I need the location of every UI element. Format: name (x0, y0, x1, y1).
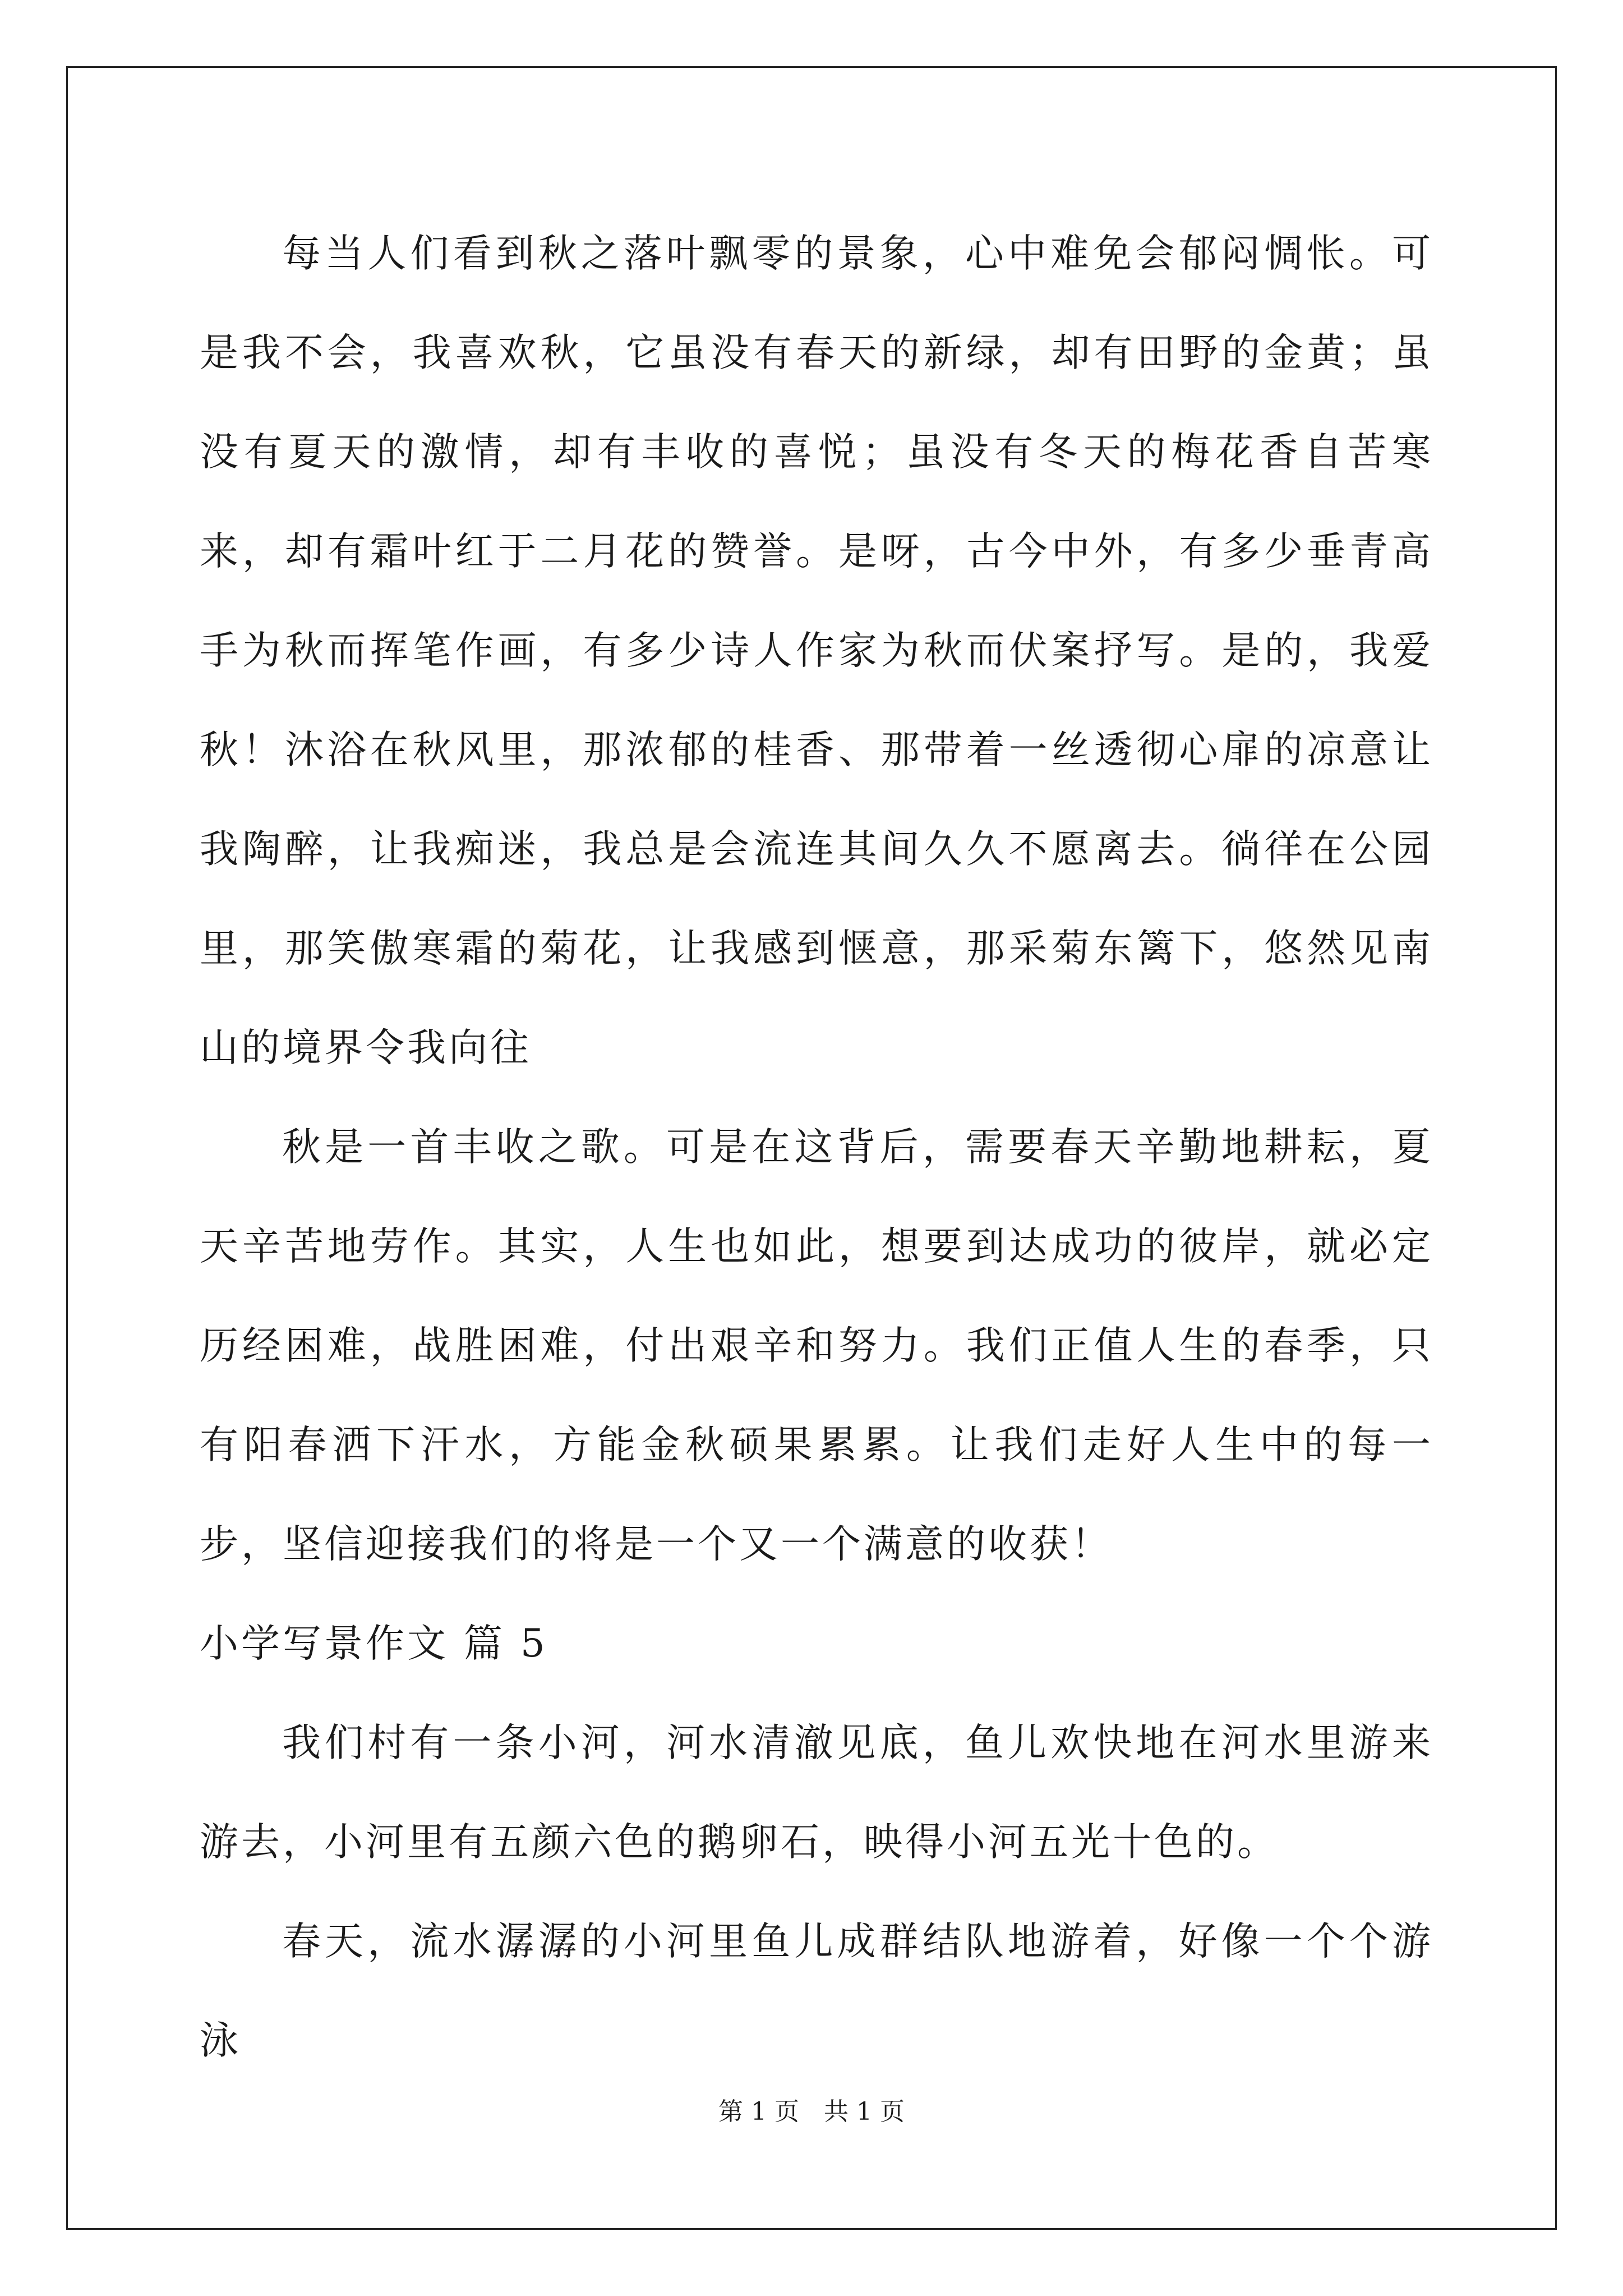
section-paragraph-1: 我们村有一条小河，河水清澈见底，鱼儿欢快地在河水里游来游去，小河里有五颜六色的鹅卵石，映得小河五光十色的。 (200, 1720, 1433, 1865)
paragraph-1: 每当人们看到秋之落叶飘零的景象，心中难免会郁闷惆怅。可是我不会，我喜欢秋，它虽没有春天的新绿，却有田野的金黄；虽没有夏天的激情，却有丰收的喜悦；虽没有冬天的梅花香自苦寒来，却有霜叶红于二月花的赞誉。是呀，古今中外，有多少垂青高手为秋而挥笔作画，有多少诗人作家为秋而伏案抒写。是的，我爱秋！沐浴在秋风里，那浓郁的桂香、那带着一丝透彻心扉的凉意让我陶醉，让我痴迷，我总是会流连其间久久不愿离去。徜徉在公园里，那笑傲寒霜的菊花，让我感到惬意，那采菊东篱下，悠然见南山的境界令我向往 (200, 231, 1433, 1070)
document-body (200, 204, 1433, 2091)
page-number: 第 1 页 共 1 页 (718, 2097, 905, 2126)
section-heading: 小学写景作文 篇 5 (200, 1621, 548, 1666)
section-paragraph-2: 春天，流水潺潺的小河里鱼儿成群结队地游着，好像一个个游泳 (200, 1919, 1433, 2063)
paragraph-2: 秋是一首丰收之歌。可是在这背后，需要春天辛勤地耕耘，夏天辛苦地劳作。其实，人生也如此，想要到达成功的彼岸，就必定历经困难，战胜困难，付出艰辛和努力。我们正值人生的春季，只有阳春洒下汗水，方能金秋硕果累累。让我们走好人生中的每一步，坚信迎接我们的将是一个又一个满意的收获！ (200, 1125, 1433, 1567)
